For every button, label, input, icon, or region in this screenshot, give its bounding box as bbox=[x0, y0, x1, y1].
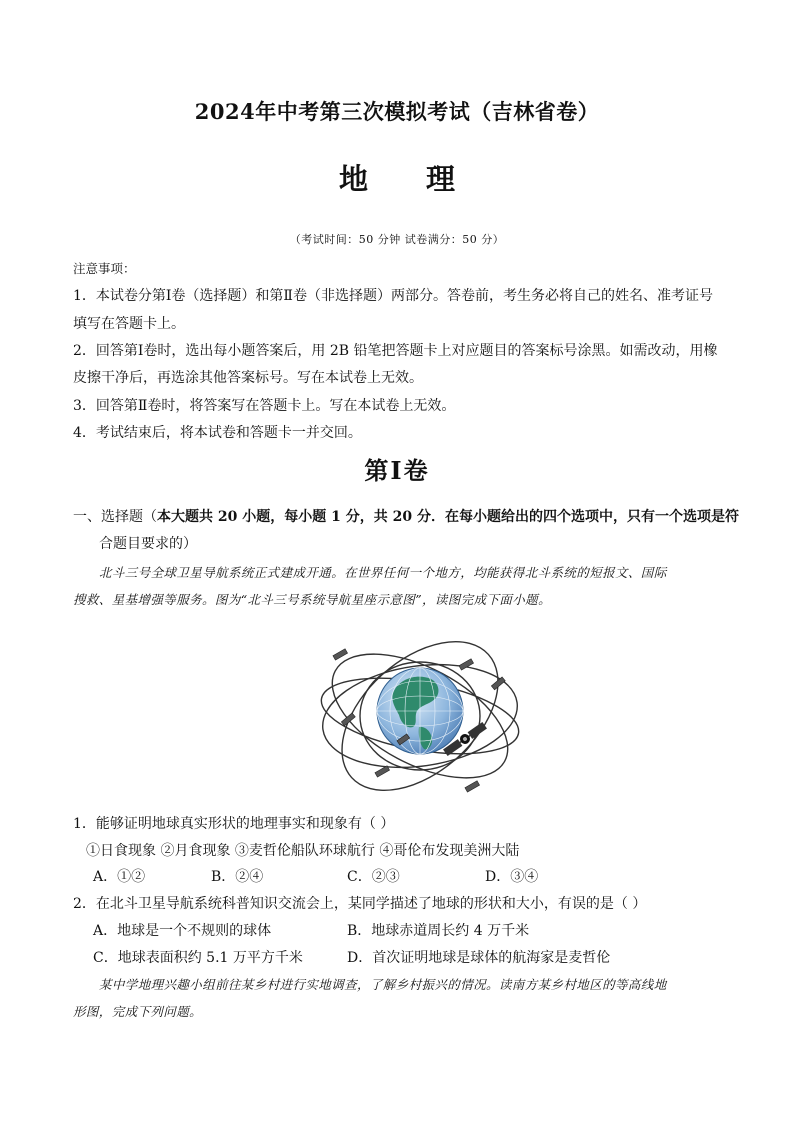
passage1-line-2: 搜救、星基增强等服务。图为“北斗三号系统导航星座示意图”，读图完成下面小题。 bbox=[73, 592, 551, 607]
q2-option-a: A．地球是一个不规则的球体 bbox=[93, 923, 272, 939]
notice-item-3: 3．回答第Ⅱ卷时，将答案写在答题卡上。写在本试卷上无效。 bbox=[73, 398, 456, 414]
section-rules: 本大题共 20 小题，每小题 1 分，共 20 分．在每小题给出的四个选项中，只有一个选项是符 bbox=[157, 509, 739, 525]
q1-option-b: B．②④ bbox=[211, 869, 264, 885]
q1-option-a: A．①② bbox=[93, 869, 146, 885]
q1-statements: ①日食现象 ②月食现象 ③麦哲伦船队环球航行 ④哥伦布发现美洲大陆 bbox=[86, 843, 520, 859]
volume-title: 第Ⅰ卷 bbox=[364, 456, 430, 485]
notice-item-2: 2．回答第Ⅰ卷时，选出每小题答案后，用 2B 铅笔把答题卡上对应题目的答案标号涂黑。如需改动，用橡 bbox=[73, 343, 718, 359]
notice-item-1: 1．本试卷分第Ⅰ卷（选择题）和第Ⅱ卷（非选择题）两部分。答卷前，考生务必将自己的姓名、准考证号 bbox=[73, 288, 713, 304]
notice-heading: 注意事项： bbox=[73, 261, 136, 276]
earth-globe bbox=[377, 668, 463, 754]
passage1-line-1: 北斗三号全球卫星导航系统正式建成开通。在世界任何一个地方，均能获得北斗系统的短报文、国际 bbox=[99, 565, 667, 580]
exam-title: 2024年中考第三次模拟考试（吉林省卷） bbox=[194, 99, 600, 124]
notice-item-4: 4．考试结束后，将本试卷和答题卡一并交回。 bbox=[73, 425, 362, 441]
q2-stem: 2．在北斗卫星导航系统科普知识交流会上，某同学描述了地球的形状和大小，有误的是（ ） bbox=[73, 896, 647, 912]
section-heading-cont: 合题目要求的） bbox=[99, 536, 197, 552]
q1-option-d: D．③④ bbox=[485, 869, 539, 885]
subject-title: 地 理 bbox=[338, 162, 480, 196]
section-prefix: 一、选择题（ bbox=[73, 509, 157, 525]
notice-item-1-cont: 填写在答题卡上。 bbox=[73, 316, 185, 332]
q1-option-c: C．②③ bbox=[347, 869, 400, 885]
exam-time-info: （考试时间：50 分钟 试卷满分：50 分） bbox=[289, 233, 505, 246]
q1-stem: 1．能够证明地球真实形状的地理事实和现象有（ ） bbox=[73, 816, 395, 832]
q2-option-c: C．地球表面积约 5.1 万平方千米 bbox=[93, 950, 303, 966]
passage2-line-1: 某中学地理兴趣小组前往某乡村进行实地调查，了解乡村振兴的情况。读南方某乡村地区的等高线地 bbox=[99, 977, 667, 992]
notice-item-2-cont: 皮擦干净后，再选涂其他答案标号。写在本试卷上无效。 bbox=[73, 370, 423, 386]
passage2-line-2: 形图，完成下列问题。 bbox=[73, 1004, 203, 1019]
q2-option-b: B．地球赤道周长约 4 万千米 bbox=[347, 923, 530, 939]
q2-option-d: D．首次证明地球是球体的航海家是麦哲伦 bbox=[347, 950, 611, 966]
beidou-constellation-figure bbox=[315, 619, 525, 809]
section-heading bbox=[73, 506, 739, 526]
